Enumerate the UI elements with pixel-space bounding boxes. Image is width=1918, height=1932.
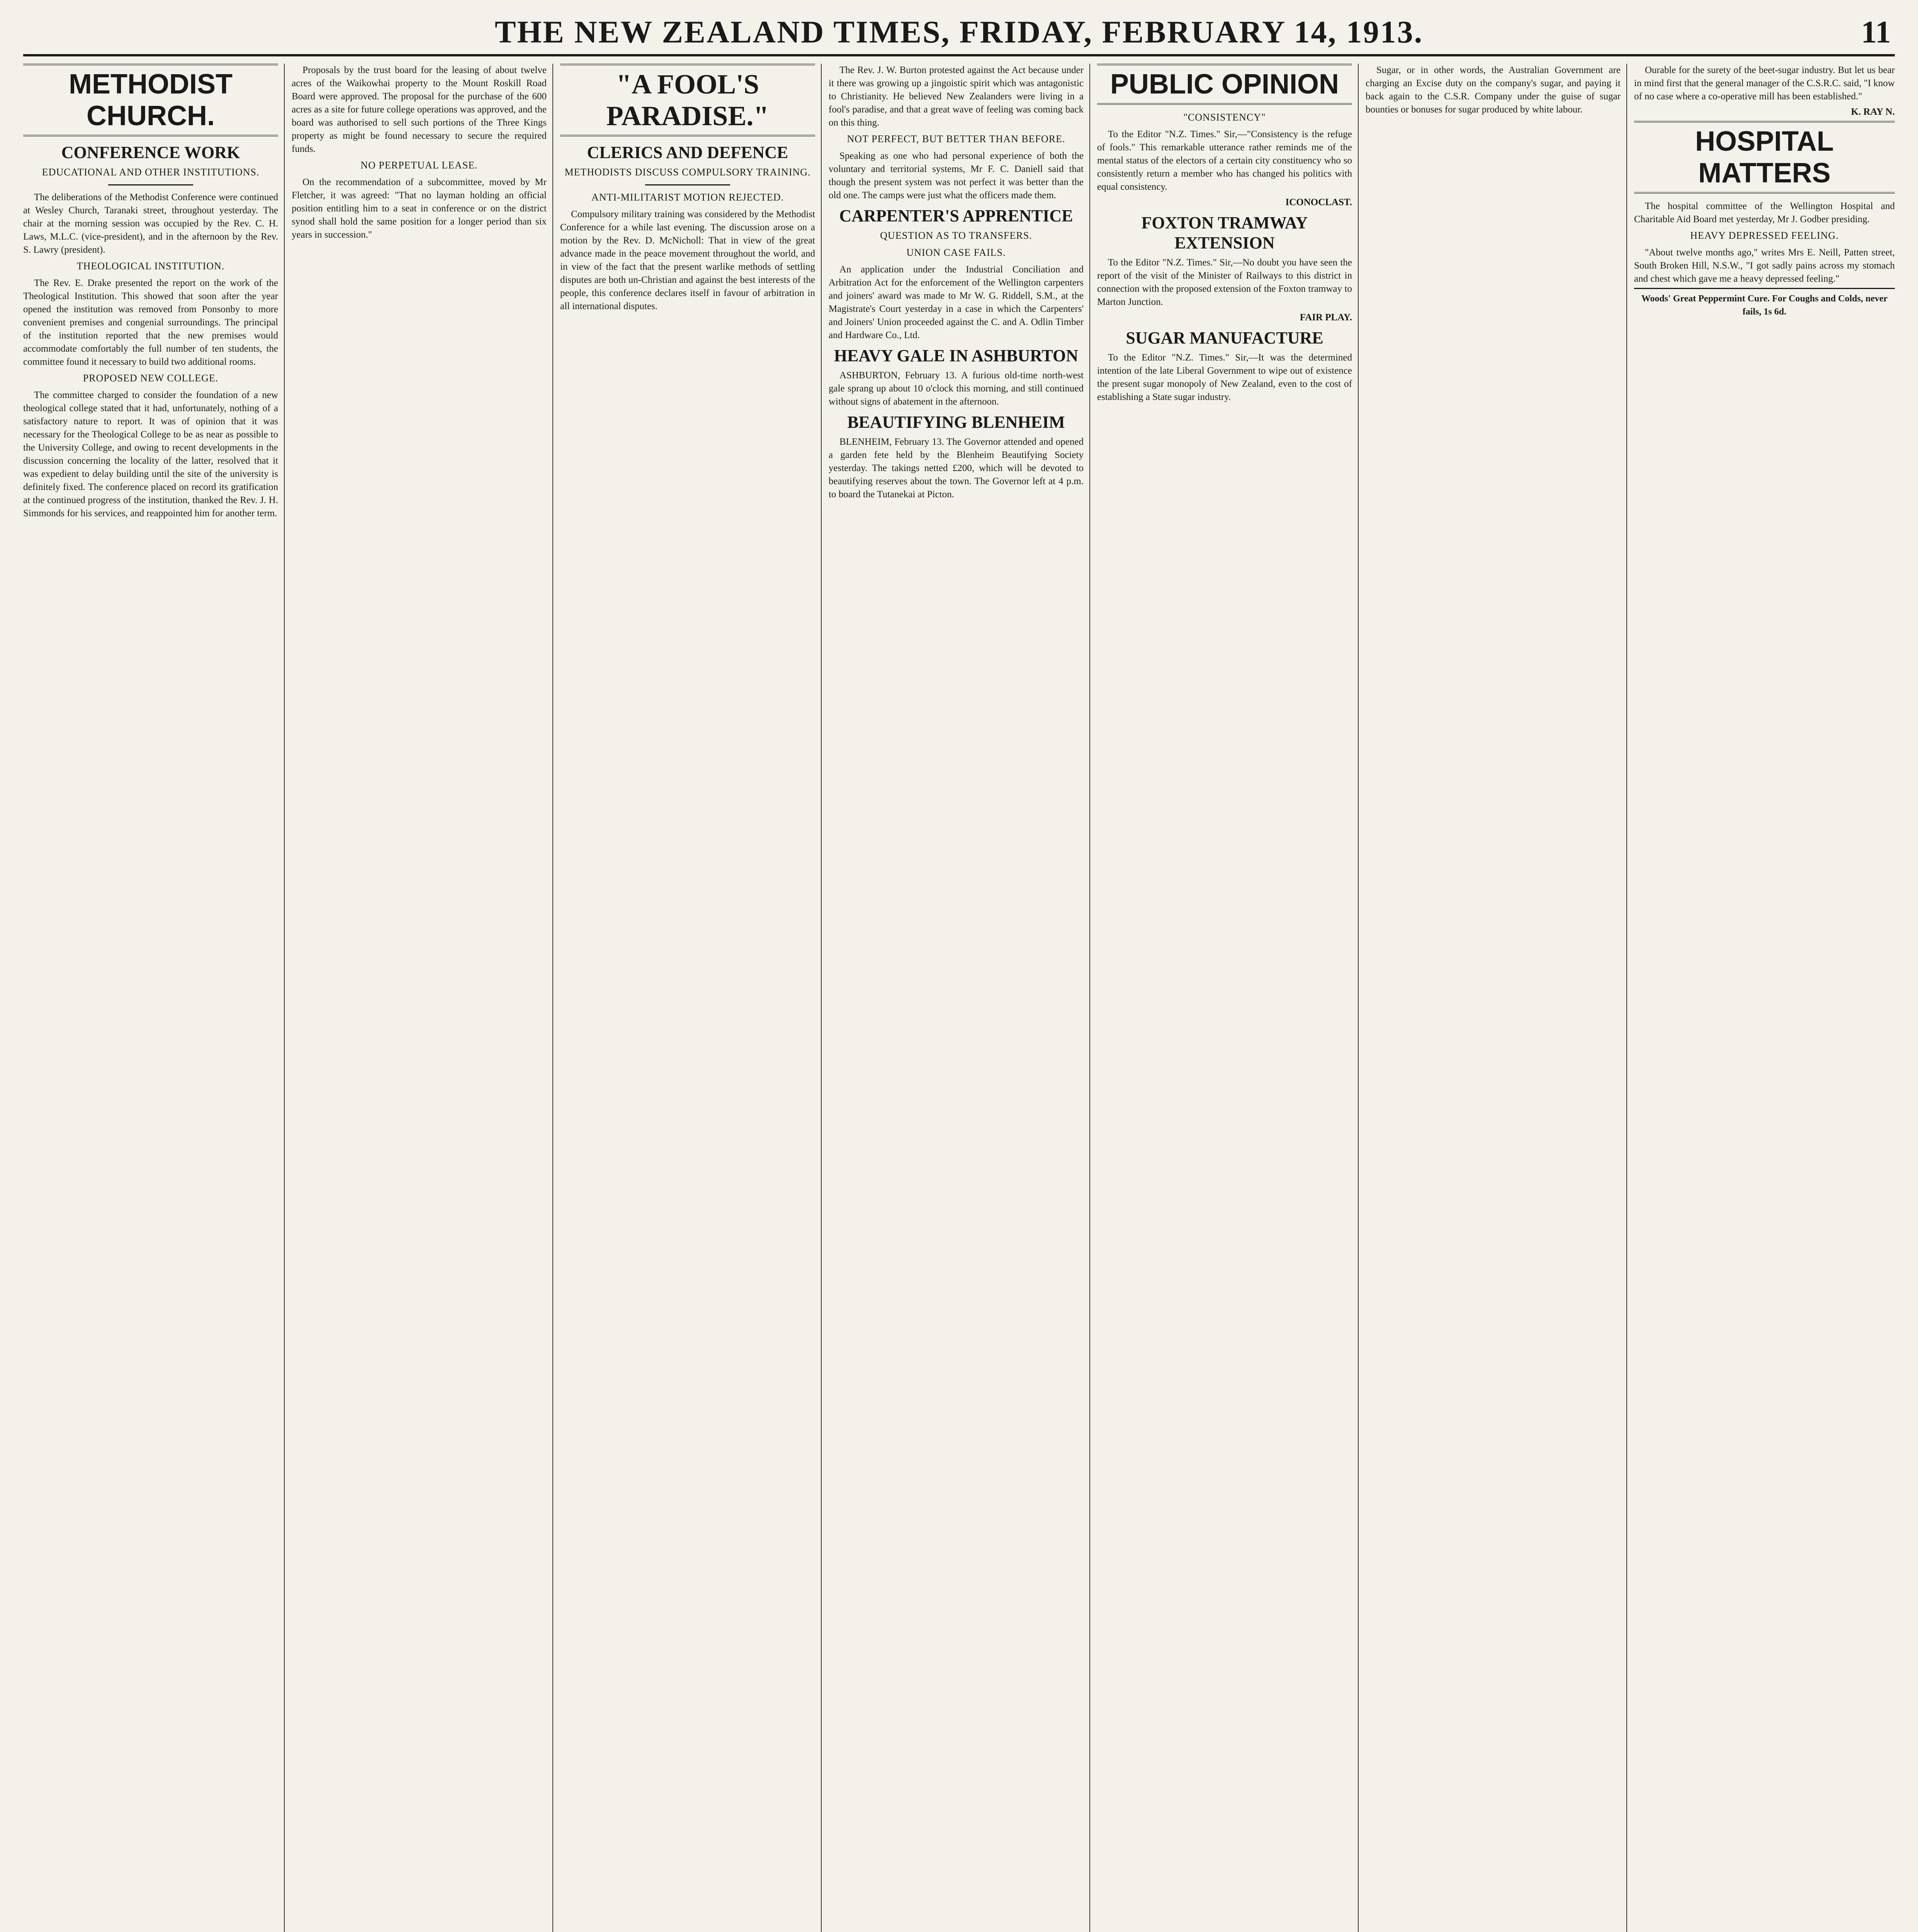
article-text: Compulsory military training was considered by the Methodist Conference for a while last evening. The discussion arose on a motion by the Rev. D. McNicholl: That in view of the great advance made in the peace movement throughout the world, and in view of the fact that the present warlike methods of settling disputes are both un-Christian and against the best interests of the people, this conference declares itself in favour of arbitration in all international disputes.	[560, 209, 815, 311]
column-rule	[1089, 64, 1090, 1932]
section-title: THEOLOGICAL INSTITUTION.	[76, 260, 225, 272]
sugar-headline: SUGAR MANUFACTURE	[1126, 328, 1323, 347]
column-4	[829, 64, 1084, 1932]
column-rule	[821, 64, 822, 1932]
masthead	[23, 12, 1895, 56]
article-text: The Rev. J. W. Burton protested against the Act because under it there was growing up a jingoistic spirit which was antagonistic to Christianity. He believed New Zealanders were living in a fool's paradise, and that a great wave of feeling was coming back on this thing.	[829, 65, 1084, 128]
article-text: The hospital committee of the Wellington Hospital and Charitable Aid Board met yesterday, Mr J. Godber presiding.	[1634, 201, 1895, 224]
column-rule	[1358, 64, 1359, 1932]
letter-text: To the Editor "N.Z. Times." Sir,—It was the determined intention of the late Liberal Government to wipe out of existence the present sugar monopoly of New Zealand, even to the cost of establishing a State sugar industry.	[1097, 352, 1352, 402]
section-text: On the recommendation of a subcommittee, moved by Mr Fletcher, it was agreed: "That no layman holding an official position entitling him to a seat in conference or on the district synod shall hold the same position for a longer period than six years in succession."	[292, 177, 547, 240]
section-text: Speaking as one who had personal experience of both the voluntary and territorial systems, Mr F. C. Daniell said that though the present system was not perfect it was better than the old one. The camps were just what the officers made them.	[829, 151, 1084, 201]
carpenter-deck-2: UNION CASE FAILS.	[906, 247, 1006, 258]
public-opinion-subhead: "CONSISTENCY"	[1183, 112, 1266, 123]
column-3	[560, 64, 815, 1932]
column-1	[23, 64, 278, 1932]
article-text: BLENHEIM, February 13. The Governor attended and opened a garden fete held by the Blenheim Beautifying Society yesterday. The takings netted £200, which will be devoted to beautifying reserves about the town. The Governor left at 4 p.m. to board the Tutanekai at Picton.	[829, 437, 1084, 500]
fools-paradise-deck-2: ANTI-MILITARIST MOTION REJECTED.	[591, 192, 784, 203]
divider	[645, 184, 730, 185]
fools-paradise-headline: "A FOOL'S PARADISE."	[560, 64, 815, 136]
methodist-intro: The deliberations of the Methodist Conference were continued at Wesley Church, Taranaki street, throughout yesterday. The chair at the morning session was occupied by the Rev. C. H. Laws, M.L.C. (vice-president), and in the afternoon by the Rev. S. Lawry (president).	[23, 192, 278, 255]
section-text: The Rev. E. Drake presented the report on the work of the Theological Institution. This showed that soon after the year opened the institution was removed from Ponsonby to more convenient premises and congenial surroundings. The principal of the institution reported that the new premises would accommodate comfortably the full number of ten students, the committee found it necessary to build two additional rooms.	[23, 278, 278, 367]
column-5	[1097, 64, 1352, 1932]
article-text: ASHBURTON, February 13. A furious old-time north-west gale sprang up about 10 o'clock this morning, and still continued without signs of abatement in the afternoon.	[829, 370, 1084, 407]
article-text: Proposals by the trust board for the leasing of about twelve acres of the Waikowhai property to the Mount Roskill Road Board were approved. The proposal for the purchase of the 600 acres as a site for future college operations was approved, and the board was authorised to sell such portions of the Three Kings property as might be found necessary to secure the required funds.	[292, 65, 547, 154]
letter-text: To the Editor "N.Z. Times." Sir,—No doubt you have seen the report of the visit of the Minister of Railways to this district in connection with the proposed extension of the Foxton tramway to Marton Junction.	[1097, 257, 1352, 307]
gale-headline: HEAVY GALE IN ASHBURTON	[834, 346, 1079, 365]
section-text: The committee charged to consider the foundation of a new theological college stated that it had, unfortunately, nothing of a satisfactory nature to report. It was of opinion that it was necessary for the Theological College to be as near as possible to the University College, and owing to recent developments in the discussion concerning the locality of the latter, resolved that it was expedient to delay building until the site of the university is definitely fixed. The conference placed on record its gratification at the continued progress of the institution, thanked the Rev. J. H. Simmonds for his services, and reappointed him for another term.	[23, 390, 278, 519]
methodist-subhead: CONFERENCE WORK	[61, 143, 240, 162]
carpenter-headline: CARPENTER'S APPRENTICE	[839, 206, 1073, 225]
page-number: 11	[1861, 14, 1891, 49]
masthead-title: THE NEW ZEALAND TIMES, FRIDAY, FEBRUARY 14, 1913.	[494, 14, 1424, 49]
divider	[108, 184, 193, 185]
column-6	[1366, 64, 1621, 1932]
advertisement: Woods' Great Peppermint Cure. For Coughs and Colds, never fails, 1s 6d.	[1634, 288, 1895, 318]
hospital-headline: HOSPITAL MATTERS	[1634, 121, 1895, 194]
column-rule	[552, 64, 553, 1932]
section-title: PROPOSED NEW COLLEGE.	[83, 372, 219, 384]
letter-signature: ICONOCLAST.	[1285, 197, 1352, 207]
methodist-deck: EDUCATIONAL AND OTHER INSTITUTIONS.	[42, 167, 260, 178]
fools-paradise-deck: METHODISTS DISCUSS COMPULSORY TRAINING.	[564, 167, 811, 178]
section-title: HEAVY DEPRESSED FEELING.	[1690, 230, 1839, 241]
public-opinion-headline: PUBLIC OPINION	[1097, 64, 1352, 105]
fools-paradise-subhead: CLERICS AND DEFENCE	[587, 143, 788, 162]
blenheim-headline: BEAUTIFYING BLENHEIM	[847, 413, 1065, 432]
article-text: "About twelve months ago," writes Mrs E. Neill, Patten street, South Broken Hill, N.S.W., "I got sadly pains across my stomach and chest which gave me a heavy depressed feeling."	[1634, 247, 1895, 284]
column-rule	[1626, 64, 1627, 1932]
section-title: NOT PERFECT, BUT BETTER THAN BEFORE.	[847, 133, 1065, 145]
carpenter-deck: QUESTION AS TO TRANSFERS.	[880, 230, 1032, 241]
letter-signature: FAIR PLAY.	[1300, 312, 1352, 323]
article-text: An application under the Industrial Conciliation and Arbitration Act for the enforcement of the Wellington carpenters and joiners' award was made to Mr W. G. Riddell, S.M., at the Magistrate's Court yesterday in a case in which the Carpenters' and Joiners' Union proceeded against the C. and A. Odlin Timber and Hardware Co., Ltd.	[829, 264, 1084, 340]
foxton-headline: FOXTON TRAMWAY EXTENSION	[1141, 213, 1308, 252]
letter-text: To the Editor "N.Z. Times." Sir,—"Consistency is the refuge of fools." This remarkable utterance rather reminds me of the mental status of the electors of a certain city constituency who so consistently return a member who has changed his politics with equal consistency.	[1097, 129, 1352, 192]
methodist-headline: METHODIST CHURCH.	[23, 64, 278, 136]
letter-signature: K. RAY N.	[1851, 107, 1895, 117]
letter-text: Ourable for the surety of the beet-sugar industry. But let us bear in mind first that the general manager of the C.S.R.C. said, "I know of no case where a co-operative mill has been established."	[1634, 65, 1895, 102]
column-rule	[284, 64, 285, 1932]
column-2	[292, 64, 547, 1932]
letter-text: Sugar, or in other words, the Australian Government are charging an Excise duty on the company's sugar, and paying it back again to the C.S.R. Company under the guise of sugar bounties or bonuses for sugar produced by white labour.	[1366, 65, 1621, 115]
section-title: NO PERPETUAL LEASE.	[360, 160, 478, 171]
column-7	[1634, 64, 1895, 1932]
